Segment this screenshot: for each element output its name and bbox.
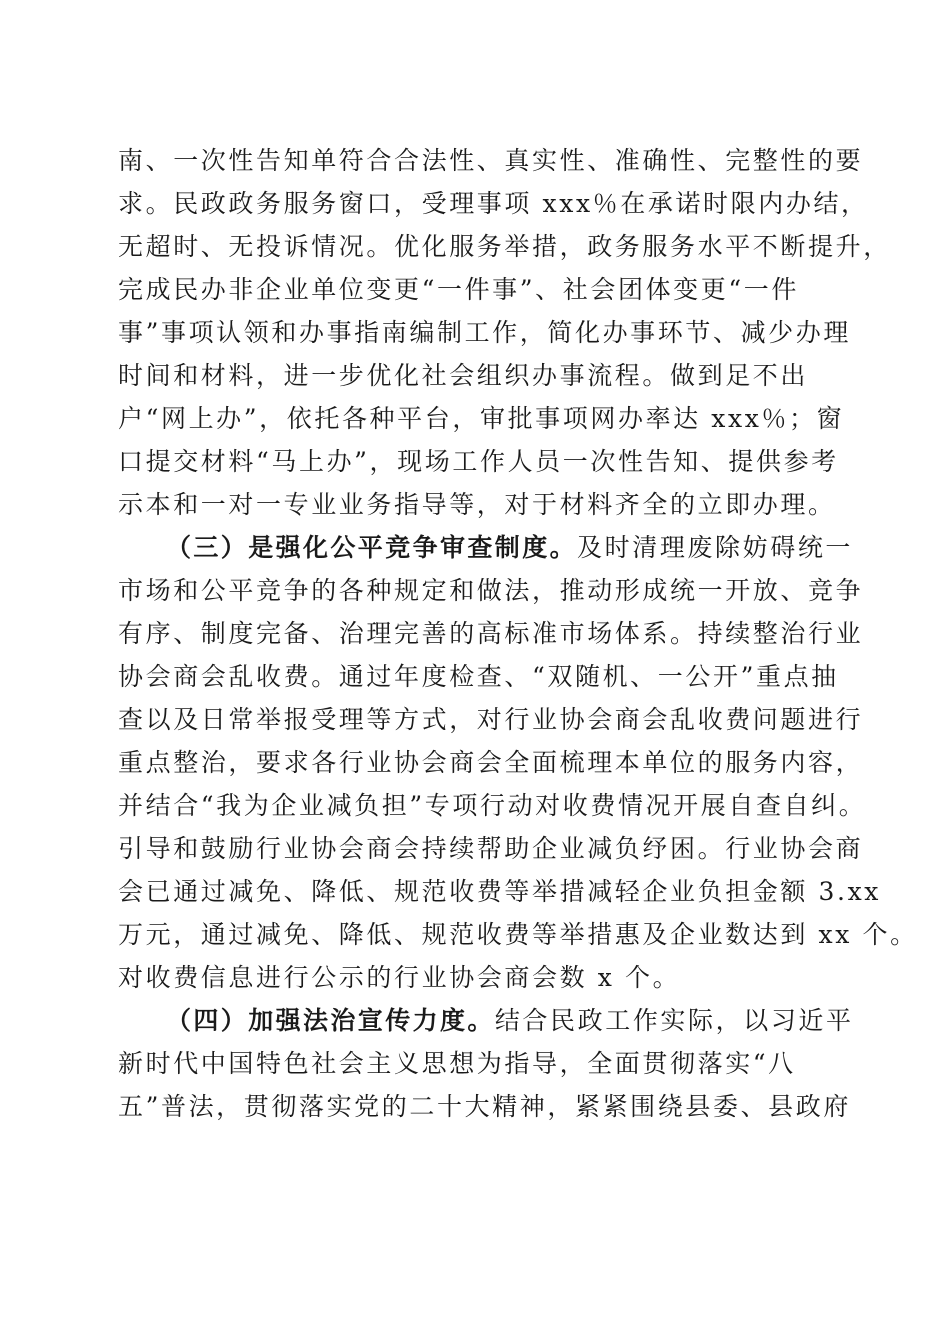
- body-text-line: 新时代中国特色社会主义思想为指导，全面贯彻落实“八: [118, 1049, 796, 1078]
- body-text-line: 时间和材料，进一步优化社会组织办事流程。做到足不出: [118, 361, 809, 390]
- body-text: 结合民政工作实际，以习近平: [494, 1006, 854, 1035]
- body-text-line: 口提交材料“马上办”，现场工作人员一次性告知、提供参考: [118, 447, 839, 476]
- body-text-line: 万元，通过减免、降低、规范收费等举措惠及企业数达到 xx 个。: [118, 920, 918, 949]
- body-text-line: 市场和公平竞争的各种规定和做法，推动形成统一开放、竞争: [118, 576, 864, 605]
- body-text-line: 户“网上办”，依托各种平台，审批事项网办率达 xxx％；窗: [118, 404, 845, 433]
- body-text-line: 查以及日常举报受理等方式，对行业协会商会乱收费问题进行: [118, 705, 864, 734]
- body-text-line: 对收费信息进行公示的行业协会商会数 x 个。: [118, 963, 681, 992]
- body-text-line: 协会商会乱收费。通过年度检查、“双随机、一公开”重点抽: [118, 662, 839, 691]
- section-heading: （四）加强法治宣传力度。: [166, 1006, 495, 1035]
- body-text-line: 南、一次性告知单符合合法性、真实性、准确性、完整性的要: [118, 146, 864, 175]
- body-text-line: 会已通过减免、降低、规范收费等举措减轻企业负担金额 3.xx: [118, 877, 881, 906]
- body-text-line: 重点整治，要求各行业协会商会全面梳理本单位的服务内容，: [118, 748, 864, 777]
- body-text: 及时清理废除妨碍统一: [577, 533, 854, 562]
- section-heading: （三）是强化公平竞争审查制度。: [166, 533, 578, 562]
- body-text-line: 求。民政政务服务窗口，受理事项 xxx％在承诺时限内办结，: [118, 189, 869, 218]
- paragraph-first-line: [166, 1001, 854, 1041]
- body-text-line: 引导和鼓励行业协会商会持续帮助企业减负纾困。行业协会商: [118, 834, 864, 863]
- body-text-line: 有序、制度完备、治理完善的高标准市场体系。持续整治行业: [118, 619, 864, 648]
- body-text-line: 示本和一对一专业业务指导等，对于材料齐全的立即办理。: [118, 490, 836, 519]
- body-text-line: 五”普法，贯彻落实党的二十大精神，紧紧围绕县委、县政府: [118, 1092, 851, 1121]
- body-text-line: 完成民办非企业单位变更“一件事”、社会团体变更“一件: [118, 275, 799, 304]
- body-text-line: 无超时、无投诉情况。优化服务举措，政务服务水平不断提升，: [118, 232, 891, 261]
- paragraph-first-line: [166, 528, 854, 568]
- body-text-line: 事”事项认领和办事指南编制工作，简化办事环节、减少办理: [118, 318, 851, 347]
- body-text-line: 并结合“我为企业减负担”专项行动对收费情况开展自查自纠。: [118, 791, 867, 820]
